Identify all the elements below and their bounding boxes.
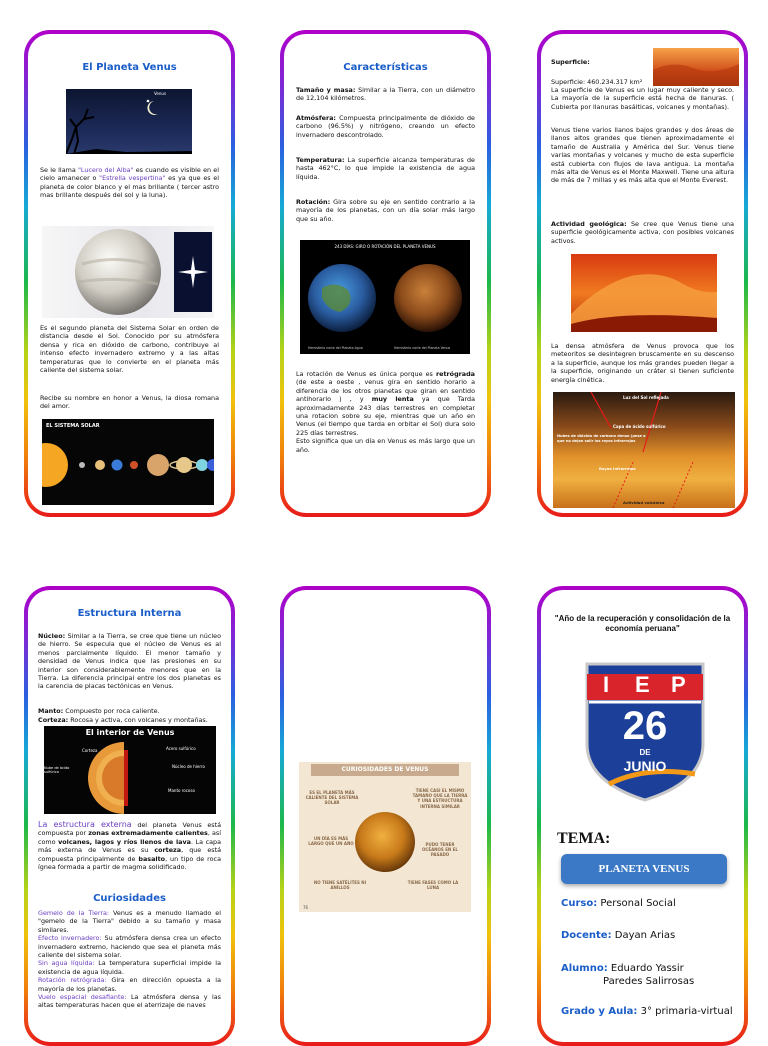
curiosidades-infographic [299,762,471,912]
panel-caracteristicas [280,30,491,517]
shield-de: DE [639,748,651,757]
tamano-paragraph: Tamaño y masa: Similar a la Tierra, con un diámetro de 12,104 kilómetros. [296,86,475,103]
diagram-label-luz: Luz del Sol reflejada [623,395,669,400]
curiosity-phases: TIENE FASES COMO LA LUNA [407,880,459,891]
panel-estructura-interna [24,586,235,1046]
retrograda-paragraph: La rotación de Venus es única porque es retrógrada (de este a oeste , venus gira en sentido horario a diferencia de los otros planetas que giran en sentido antihorario ) , y muy lenta ya que Tarda aproximadamente 243 días terrestres en completar una rotacion sobre su eje, mientras que un año en Venus (el tiempo que tarda en orbitar el Sol) dura solo 225 días terrestres. Esto significa que un día en Venus es más largo que un año. [296,370,475,454]
manto-paragraph: Manto: Compuesto por roca caliente. [38,707,160,715]
interior-image-title: El interior de Venus [85,728,175,737]
volcano-image [571,254,717,332]
panel-el-planeta-venus [24,30,235,517]
meteoritos-paragraph: La densa atmósfera de Venus provoca que los meteoritos se desintegren bruscamente en su descenso a la superficie, aunque los más grandes pueden llegar a la superficie, originando un cráter si tienen suficiente energía cinética. [551,342,734,384]
diagram-label-rayos: Rayos infrarrojos [599,466,636,471]
panel-title: Estructura Interna [77,608,182,619]
tema-button[interactable]: PLANETA VENUS [561,854,727,884]
motto: "Año de la recuperación y consolidación de la economía peruana" [554,614,731,633]
docente-line: Docente: Dayan Arias [561,930,676,941]
diagram-label-actividad: Actividad volcánica [623,500,665,505]
panel-title: El Planeta Venus [82,62,177,73]
shield-letter-p: P [671,672,686,697]
shield-number: 26 [622,704,668,748]
solar-system-title: EL SISTEMA SOLAR [46,423,100,429]
interior-label-nucleo: Núcleo de hierro [172,764,205,769]
nucleo-paragraph: Núcleo: Similar a la Tierra, se cree que tiene un núcleo de hierro. Se especula que el núcleo de Venus es al menos parcialmente líquido. El menor tamaño y densidad de Venus indica que las presiones en su interior son considerablemente menores que en la Tierra. La diferencia principal entre los dos planetas es la carencia de placas tectónicas en Venus. [38,632,221,691]
grado-line: Grado y Aula: 3° primaria-virtual [561,1006,733,1017]
curiosidades-title: Curiosidades [93,893,166,904]
curiosity-hottest: ES EL PLANETA MÁS CALIENTE DEL SISTEMA SOLAR [305,790,359,806]
segundo-planeta-paragraph: Es el segundo planeta del Sistema Solar en orden de distancia desde el Sol. Conocido por su atmósfera densa y rica en dióxido de carbono, contribuye al intenso efecto invernadero extremo y a las altas temperaturas que lo convierte en el planeta más caliente del sistema solar. [40,324,219,375]
curiosity-oceans: PUDO TENER OCÉANOS EN EL PASADO [422,842,458,858]
venus-label: Venus [154,91,167,96]
panel-superficie [537,30,748,517]
curiosity-size: TIENE CASI EL MISMO TAMAÑO QUE LA TIERRA Y UNA ESTRUCTURA INTERNA SIMILAR [412,788,468,809]
lucero-paragraph: Se le llama "Lucero del Alba" es cuando es visible en el cielo amanecer o "Estrella vespertina" es ya que es el planeta de color blanco y el mas brillante ( tercer astro mas brillante después del sol y la luna). [40,166,220,200]
curiosity-satellites: NO TIENE SATÉLITES NI ANILLOS [313,880,367,891]
diagram-label-nubes: Nubes de dióxido de carbono denso (pese a que no dejan salir los rayos infrarrojos [557,434,646,443]
interior-label-corteza: Corteza [82,748,98,753]
panel-curiosidades-venus [280,586,491,1046]
panel-title: Características [343,62,428,73]
interior-label-nube: Nube de ácido sulfúrico [44,766,70,774]
shield-letter-e: E [635,672,650,697]
llanos-paragraph: Venus tiene varios llanos bajos grandes y dos áreas de llanos altos grandes que tienen aproximadamente el tamaño de Australia y América del Sur. Venus tiene varias montañas y volcanes y mucho de esta superficie está cubierta con flujos de lava antigua. La montaña más alta de Venus es el Monte Maxwell. Tiene una altura de más de 7 millas y es más alta que el Monte Everest. [551,126,734,185]
superficie-paragraph: La superficie de Venus es un lugar muy caliente y seco. La mayoría de la superficie está hecha de llanuras. ( Cubierta por llanuras basálticas, volcanes y montañas). [551,86,734,111]
rotacion-paragraph: Rotación: Gira sobre su eje en sentido contrario a la mayoría de los planetas, con un día solar más largo que su año. [296,198,475,223]
superficie-label: Superficie: [551,58,590,66]
rotation-image [300,240,470,354]
solar-system-image [42,419,214,505]
diosa-paragraph: Recibe su nombre en honor a Venus, la diosa romana del amor. [40,394,219,411]
alumno-line: Alumno: Eduardo Yassir Paredes Salirrosas [561,963,695,987]
estructura-externa-paragraph: La estructura externa del planeta Venus está compuesta por zonas extremadamente calientes, así como volcanes, lagos y ríos llenos de lava. La capa más externa de Venus es su corteza, que está compuesta principalmente de basalto, un tipo de roca ígnea formada a partir de magma solidificado. [38,820,221,872]
corteza-paragraph: Corteza: Rocosa y activa, con volcanes y montañas. [38,716,208,724]
school-shield-logo [579,656,711,806]
diagram-label-capa: Capa de ácido sulfúrico [613,424,666,429]
interior-image [44,726,216,814]
atmosphere-diagram [553,392,735,508]
night-sky-image [66,89,192,154]
curso-line: Curso: Personal Social [561,898,676,909]
curiosity-day: UN DÍA ES MÁS LARGO QUE UN AÑO [308,836,354,847]
surface-image [653,48,739,86]
rotation-cap-venus: Hemisferio norte del Planeta Venus [394,346,451,350]
temperatura-paragraph: Temperatura: La superficie alcanza temperaturas de hasta 462°C, lo que impide la existencia de agua líquida. [296,156,475,181]
curiosidades-list: Gemelo de la Tierra: Venus es a menudo llamado el "gemelo de la Tierra" debido a su tamaño y masa similares. Efecto invernadero: Su atmósfera densa crea un efecto invernadero extremo, haciendo que sea el planeta más caliente del sistema solar. Sin agua líquida: La temperatura superficial impide la existencia de agua líquida. Rotación retrógrada: Gira en dirección opuesta a la mayoría de los planetas. Vuelo espacial desafiante: La atmósfera densa y las altas temperaturas hacen que el aterrizaje de naves [38,909,222,1010]
actividad-paragraph: Actividad geológica: Se cree que Venus tiene una superficie geológicamente activa, con posibles volcanes activos. [551,220,735,245]
superficie-value: Superficie: 460.234.317 km² [551,78,643,86]
shield-junio: JUNIO [623,758,667,774]
infographic-footer: 76 [303,905,309,910]
infographic-title: CURIOSIDADES DE VENUS [311,764,459,776]
interior-label-manto: Manto rocoso [168,788,195,793]
atmosfera-paragraph: Atmósfera: Compuesta principalmente de dióxido de carbono (96.5%) y nitrógeno, creando un efecto invernadero descontrolado. [296,114,475,139]
interior-label-acero: Acero sulfúrico [166,746,196,751]
rotation-image-title: 243 DÍAS: GIRO O ROTACIÓN DEL PLANETA VENUS [334,244,436,249]
shield-letter-i: I [603,672,610,697]
panel-portada [537,586,748,1046]
rotation-cap-earth: Hemisferio norte del Planeta Agua [308,346,363,350]
venus-globe-image [42,226,214,318]
tema-label: TEMA: [557,830,611,847]
